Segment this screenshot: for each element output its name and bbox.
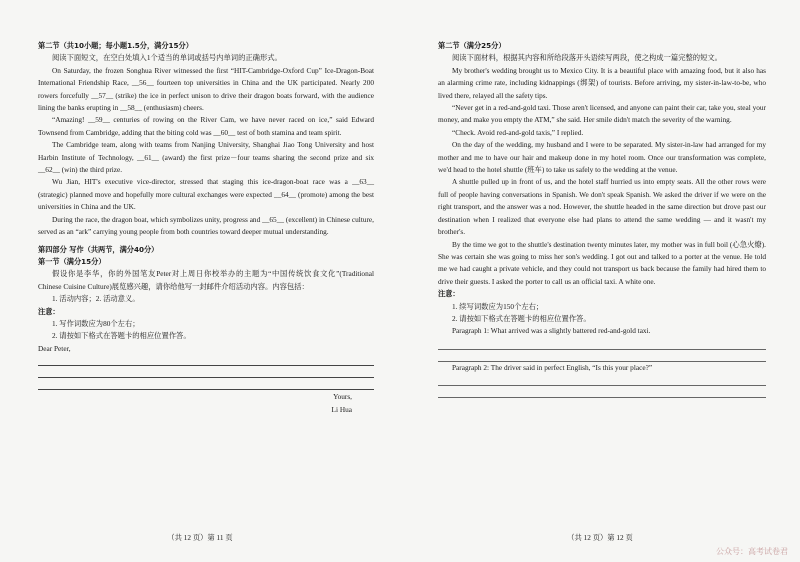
story-paragraph: “Never get in a red-and-gold taxi. Those aren't licensed, and anyone can paint their car, take you, steal your money, and make you empty the ATM,” she said. Her smile didn't match the severity of the warning. — [438, 103, 766, 125]
page-12 — [400, 0, 800, 562]
answer-line — [438, 374, 766, 386]
writing-line — [38, 379, 374, 390]
paragraph-1-opener: Paragraph 1: What arrived was a slightly battered red-and-gold taxi. — [452, 326, 651, 336]
answer-line — [438, 338, 766, 350]
story-paragraph: A shuttle pulled up in front of us, and the hotel staff hurried us into empty seats. All the other rows were full of people having conversations in Spanish. We don't speak Spanish. We asked the driver if we were on the right transport, and the answer was a nod. However, the shuttle headed in the same direction but drove past our destination when I realized that everyone else had plans to attend the same wedding — and it wasn't my brother's. — [438, 177, 766, 237]
section-2-heading: 第二节（共10小题；每小题1.5分，满分15分） — [38, 41, 193, 50]
passage-paragraph: “Amazing! __59__ centuries of rowing on the River Cam, we have never raced on ice,” said Edward Townsend from Cambridge, adding that the biting cold was __60__ test of both stamina and team spirit. — [38, 115, 374, 137]
note-item: 2. 请按如下格式在答题卡的相应位置作答。 — [452, 313, 591, 323]
passage-paragraph: During the race, the dragon boat, which symbolizes unity, progress and __65__ (excellent) in Chinese culture, served as an “ark” carrying young people from both countries toward deeper mutual understanding. — [38, 214, 374, 237]
writing-prompt: 假设你是李华，你的外国笔友Peter对上周日你校举办的主题为“中国传统饮食文化”(Traditional Chinese Cuisine Culture)展览感兴趣，请你给他写一封邮件介绍活动内容。内容包括： — [38, 269, 374, 291]
story-paragraph: By the time we got to the shuttle's destination twenty minutes later, my mother was in full boil (心急火燎). She was certain she was going to miss her son's wedding. I got out and talked to a porter at the venue. He told me we had caught a private vehicle, and they could not transport us back because the family had hired them to drive their guests. I asked the porter to call us an official taxi. A white one. — [438, 239, 766, 286]
story-paragraph: “Check. Avoid red-and-gold taxis,” I replied. — [452, 127, 584, 137]
page-footer: （共 12 页）第 11 页 — [167, 532, 233, 542]
story-paragraph: My brother's wedding brought us to Mexico City. It is a beautiful place with amazing food, but it also has an alarming crime rate, including kidnappings (绑架) of tourists. Before arriving, my sister-in-law-to-be, who lived there, relayed all the safety tips. — [438, 65, 766, 100]
section-1-heading: 第一节（满分15分） — [38, 256, 106, 266]
salutation: Dear Peter, — [38, 343, 71, 353]
story-paragraph: On the day of the wedding, my husband and I were to be separated. My sister-in-law had arranged for my mother and me to have our hair and makeup done in my hotel room. Once our transformation was complete, we'd head to the hotel shuttle (班车) to take us safely to the wedding at the venue. — [438, 140, 766, 175]
writing-line — [38, 355, 374, 366]
passage-paragraph: Wu Jian, HIT's executive vice-director, stressed that staging this ice-dragon-boat race was a __63__ (strategic) planned move and hopefully more cultural exchanges were expected __64__ (promote) among the best universities in China and the UK. — [38, 177, 374, 212]
writing-points: 1. 活动内容；2. 活动意义。 — [52, 294, 140, 304]
section-2-instruction: 阅读下面短文，在空白处填入1个适当的单词或括号内单词的正确形式。 — [52, 53, 282, 63]
note-item: 1. 写作词数应为80个左右； — [52, 318, 140, 328]
part-4-heading: 第四部分 写作（共两节，满分40分） — [38, 244, 159, 254]
passage-paragraph: On Saturday, the frozen Songhua River witnessed the first “HIT-Cambridge-Oxford Cup” Ice-Dragon-Boat International Friendship Race, __56__ fourteen top universities in China and the UK participated. Nearly 200 rowers forcefully __57__ (strike) the ice in perfect unison to drive their dragon boats forward, with the audience lining the banks erupting in __58__ (enthusiasm) cheers. — [38, 65, 374, 113]
note-label: 注意： — [438, 289, 460, 299]
watermark-text: 公众号：高考试卷君 — [716, 546, 788, 556]
paragraph-2-opener: Paragraph 2: The driver said in perfect English, “Is this your place?” — [452, 362, 653, 372]
continuation-instruction: 阅读下面材料，根据其内容和所给段落开头语续写两段，使之构成一篇完整的短文。 — [452, 53, 722, 63]
note-label: 注意： — [38, 306, 60, 316]
answer-line — [438, 386, 766, 398]
answer-line — [438, 350, 766, 362]
writing-line — [38, 367, 374, 378]
passage-paragraph: The Cambridge team, along with teams from Nanjing University, Shanghai Jiao Tong University and host Harbin Institute of Technology, __61__ (award) the first prize－four teams sharing the second prize and six __62__ (win) the third prize. — [38, 140, 374, 175]
page-footer: （共 12 页）第 12 页 — [567, 532, 633, 542]
signature: Li Hua — [331, 404, 352, 414]
closing: Yours, — [333, 392, 352, 402]
note-item: 1. 续写词数应为150个左右； — [452, 301, 544, 311]
section-2-heading: 第二节（满分25分） — [438, 41, 506, 50]
note-item: 2. 请按如下格式在答题卡的相应位置作答。 — [52, 331, 191, 341]
